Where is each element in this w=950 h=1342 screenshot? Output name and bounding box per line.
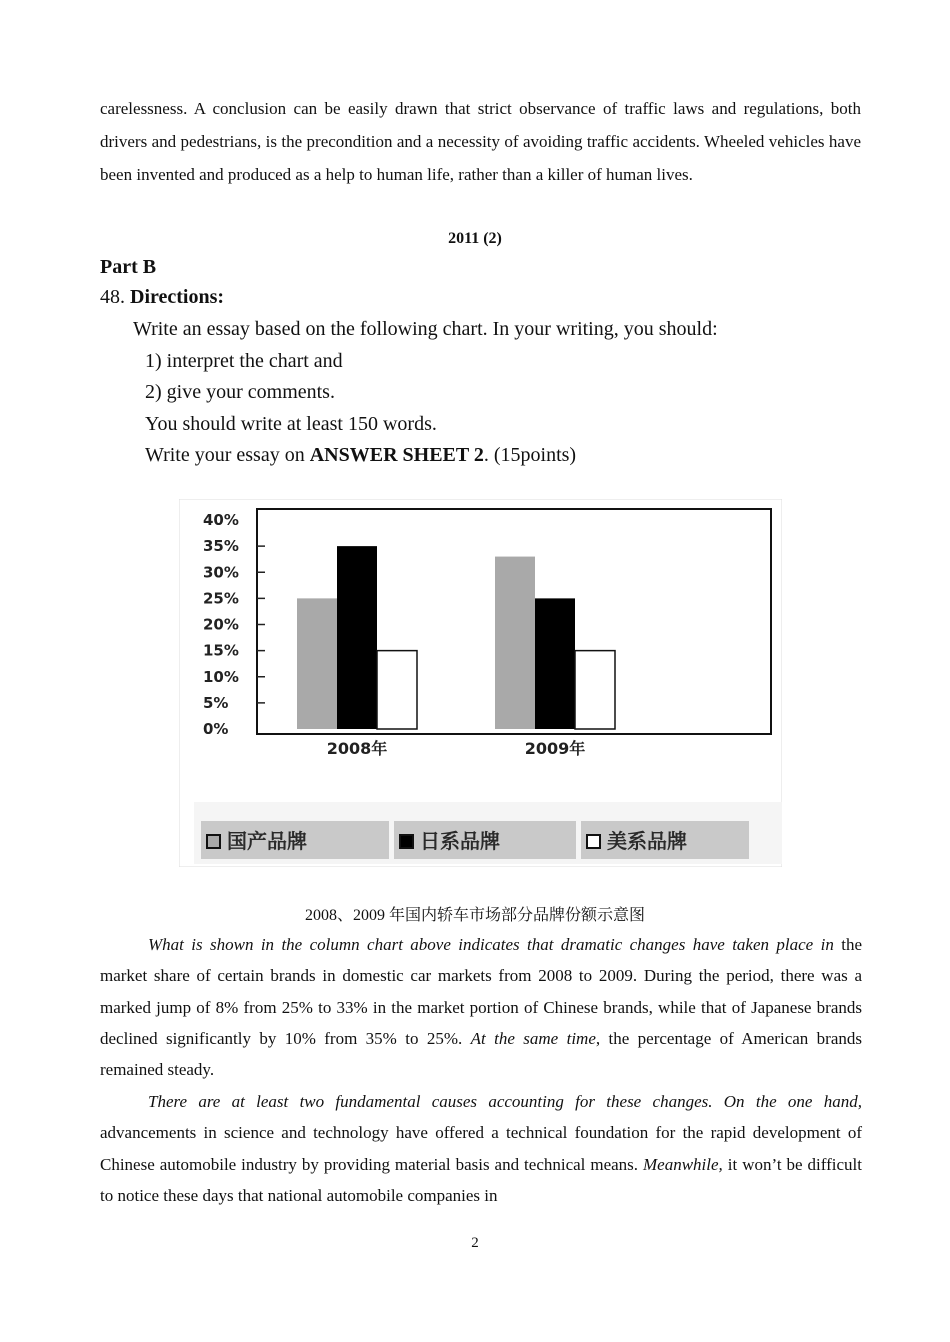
x-category-label: 2009年 — [524, 739, 586, 758]
y-tick-label: 35% — [203, 537, 239, 556]
essay-paragraph-2 — [100, 1086, 862, 1211]
essay-p2-italic2: Meanwhile, — [643, 1154, 723, 1174]
y-tick-label: 30% — [203, 563, 239, 582]
essay-p1-italic2: At the same time — [470, 1028, 596, 1048]
question-header — [100, 286, 224, 309]
bar-chart — [179, 499, 782, 867]
question-number: 48. — [100, 286, 125, 308]
bar-1-0 — [495, 557, 535, 729]
section-heading: 2011 (2) — [448, 230, 502, 247]
chart-svg — [179, 499, 782, 867]
top-paragraph: carelessness. A conclusion can be easily drawn that strict observance of traffic laws and regulations, both drivers and pedestrians, is the precondition and a necessity of avoiding traffic accidents. Wheeled vehicles have been invented and produced as a help to human life, rather than a killer of human lives. — [100, 99, 861, 184]
bar-0-1 — [337, 546, 377, 729]
direction-line-2: 1) interpret the chart and — [145, 350, 343, 372]
direction-line-4: You should write at least 150 words. — [145, 413, 437, 435]
page-number: 2 — [471, 1235, 479, 1251]
legend-swatch-2 — [587, 835, 600, 848]
y-tick-label: 40% — [203, 511, 239, 529]
essay-p2-italic: There are at least two fundamental causes accounting for these changes. On the one hand, — [148, 1092, 862, 1111]
y-tick-label: 5% — [203, 693, 229, 712]
bar-0-2 — [377, 651, 417, 729]
direction-line-5 — [145, 444, 576, 467]
answer-sheet-label: ANSWER SHEET 2 — [309, 444, 484, 466]
essay-paragraph-1 — [100, 929, 862, 1085]
essay-p1-italic: What is shown in the column chart above indicates that dramatic changes have taken place in — [148, 935, 834, 954]
direction-line-3: 2) give your comments. — [145, 381, 335, 403]
legend-label-1: 日系品牌 — [420, 829, 500, 853]
bar-1-1 — [535, 598, 575, 729]
directions-label: Directions: — [130, 286, 225, 308]
direction-line-5-prefix: Write your essay on — [145, 444, 305, 466]
y-tick-label: 20% — [203, 615, 239, 634]
bar-0-0 — [297, 598, 337, 729]
part-heading: Part B — [100, 256, 157, 278]
direction-line-5-suffix: . (15points) — [483, 444, 577, 466]
essay-p2-end: it won’t be difficult to notice these days that national automobile companies in — [100, 1154, 862, 1205]
essay-p1-end: , the percentage of American brands remained steady. — [100, 1028, 862, 1080]
direction-line-1: Write an essay based on the following chart. In your writing, you should: — [133, 318, 718, 340]
y-tick-label: 0% — [203, 720, 229, 738]
y-tick-label: 25% — [203, 589, 239, 608]
y-tick-label: 15% — [203, 641, 239, 660]
legend-swatch-0 — [207, 835, 220, 848]
legend-swatch-1 — [400, 835, 413, 848]
legend-label-0: 国产品牌 — [227, 829, 307, 853]
legend-label-2: 美系品牌 — [607, 829, 687, 853]
essay-p1-mid: the market share of certain brands in domestic car markets from 2008 to 2009. During the period, there was a marked jump of 8% from 25% to 33% in the market portion of Chinese brands, while that of Japanese brands declined significantly by 10% from 35% to 25%. — [100, 935, 862, 1048]
x-category-label: 2008年 — [326, 739, 388, 758]
chart-caption: 2008、2009 年国内轿车市场部分品牌份额示意图 — [304, 907, 645, 924]
y-tick-label: 10% — [203, 667, 239, 686]
bar-1-2 — [575, 651, 615, 729]
essay-p2-mid: advancements in science and technology have offered a technical foundation for the rapid development of Chinese automobile industry by providing material basis and technical means. — [100, 1123, 862, 1174]
